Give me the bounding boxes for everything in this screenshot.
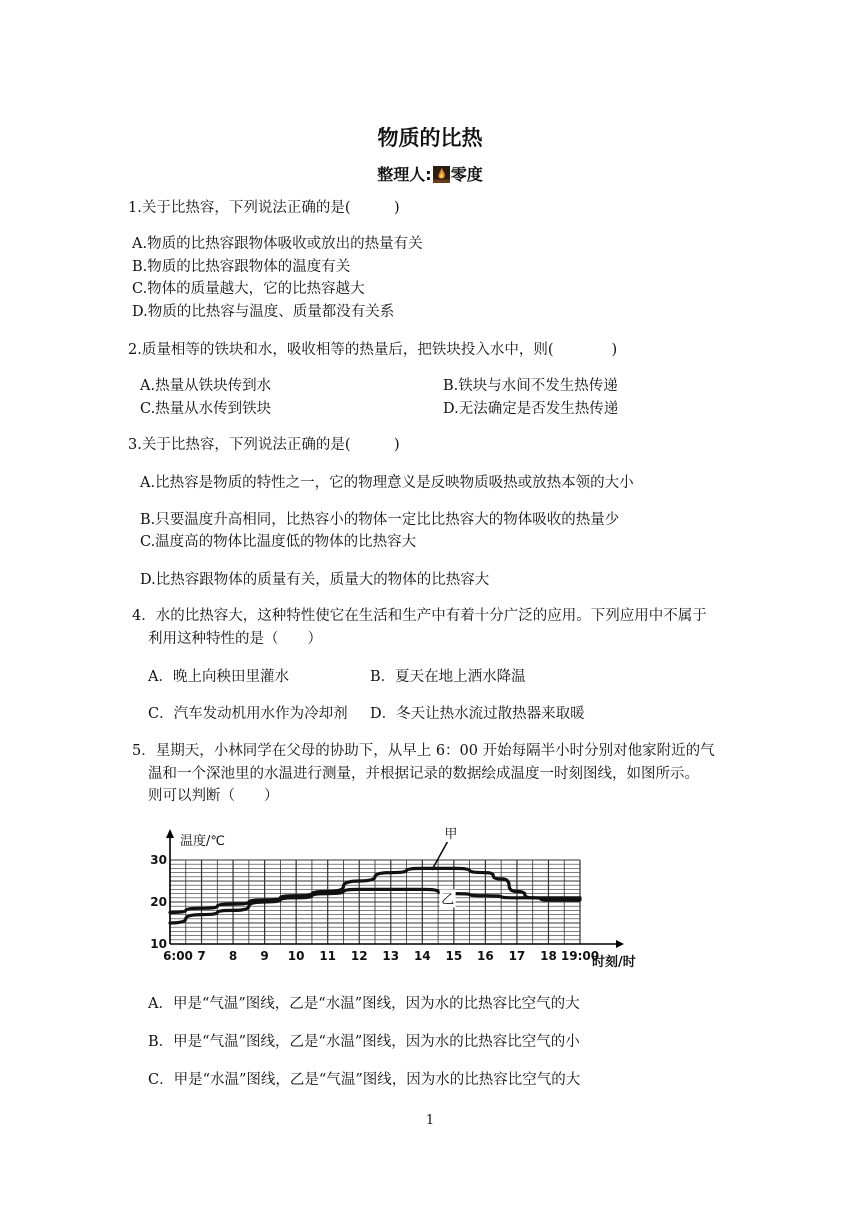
- x-tick-label: 10: [287, 949, 305, 963]
- q5-option-c: C．甲是“水温”图线，乙是“气温”图线，因为水的比热容比空气的大: [148, 1072, 581, 1088]
- q5-option-a: A．甲是“气温”图线，乙是“水温”图线，因为水的比热容比空气的大: [148, 996, 580, 1012]
- q1-option-b: B.物质的比热容跟物体的温度有关: [132, 259, 351, 275]
- q2-option-d: D.无法确定是否发生热传递: [443, 401, 619, 417]
- q2-option-c: C.热量从水传到铁块: [140, 401, 272, 417]
- q2-stem: 2.质量相等的铁块和水，吸收相等的热量后，把铁块投入水中，则( ): [128, 342, 618, 358]
- author-name: 零度: [450, 165, 483, 184]
- chart-ylabel: 温度/℃: [180, 834, 225, 849]
- y-tick-label: 10: [150, 937, 167, 951]
- q3-option-c: C.温度高的物体比温度低的物体的比热容大: [140, 534, 417, 550]
- author-prefix: 整理人:: [377, 165, 432, 184]
- x-tick-label: 9: [260, 949, 269, 963]
- q5-option-b: B．甲是“气温”图线，乙是“水温”图线，因为水的比热容比空气的小: [148, 1034, 580, 1050]
- q3-option-b: B.只要温度升高相同，比热容小的物体一定比比热容大的物体吸收的热量少: [140, 512, 620, 528]
- x-tick-label: 6:00: [163, 949, 193, 963]
- q4-option-a: A．晚上向秧田里灌水: [148, 669, 289, 685]
- q5-stem-line3: 则可以判断（ ）: [148, 788, 279, 804]
- x-tick-label: 14: [413, 949, 431, 963]
- q3-option-d: D.比热容跟物体的质量有关，质量大的物体的比热容大: [140, 572, 490, 588]
- series-label-甲: 甲: [444, 827, 458, 842]
- x-tick-label: 16: [477, 949, 494, 963]
- q2-option-a: A.热量从铁块传到水: [140, 378, 272, 394]
- chart-xlabel: 时刻/时: [592, 955, 636, 970]
- author-line: [0, 162, 860, 185]
- q4-stem-line2: 利用这种特性的是（ ）: [148, 631, 322, 647]
- q1-option-c: C.物体的质量越大，它的比热容越大: [132, 281, 365, 297]
- y-tick-label: 30: [150, 853, 167, 867]
- flame-icon: [433, 166, 450, 183]
- temperature-time-chart: [148, 818, 648, 978]
- x-tick-label: 8: [228, 949, 238, 963]
- q4-option-d: D．冬天让热水流过散热器来取暖: [370, 706, 585, 722]
- q2-option-b: B.铁块与水间不发生热传递: [443, 378, 618, 394]
- y-axis-arrow: [166, 829, 174, 838]
- x-tick-label: 18: [540, 949, 557, 963]
- x-tick-label: 7: [197, 949, 206, 963]
- x-axis-arrow: [616, 940, 624, 948]
- q4-option-c: C．汽车发动机用水作为冷却剂: [148, 706, 348, 722]
- q1-option-a: A.物质的比热容跟物体吸收或放出的热量有关: [132, 236, 423, 252]
- x-tick-label: 17: [508, 949, 526, 963]
- q3-option-a: A.比热容是物质的特性之一，它的物理意义是反映物质吸热或放热本领的大小: [140, 475, 634, 491]
- q4-stem-line1: 4．水的比热容大，这种特性使它在生活和生产中有着十分广泛的应用。下列应用中不属于: [132, 608, 707, 624]
- q4-option-b: B．夏天在地上洒水降温: [370, 669, 526, 685]
- label-leader-甲: [432, 842, 448, 870]
- series-label-乙: 乙: [441, 892, 455, 908]
- q1-option-d: D.物质的比热容与温度、质量都没有关系: [132, 304, 395, 320]
- chart-grid: [170, 860, 580, 944]
- page-number: 1: [425, 1113, 435, 1128]
- x-tick-label: 13: [382, 949, 400, 963]
- document-title: 物质的比热: [377, 126, 483, 150]
- y-tick-label: 20: [150, 895, 167, 909]
- x-tick-label: 11: [319, 949, 337, 963]
- q1-stem: 1.关于比热容，下列说法正确的是( ): [128, 200, 400, 216]
- q5-stem-line1: 5．星期天，小林同学在父母的协助下，从早上 6：00 开始每隔半小时分别对他家附近的气: [132, 743, 715, 759]
- x-tick-label: 19:00: [560, 949, 600, 963]
- x-tick-label: 12: [350, 949, 368, 963]
- q5-stem-line2: 温和一个深池里的水温进行测量，并根据记录的数据绘成温度一时刻图线，如图所示。: [148, 766, 699, 782]
- x-tick-label: 15: [445, 949, 463, 963]
- q3-stem: 3.关于比热容，下列说法正确的是( ): [128, 437, 400, 453]
